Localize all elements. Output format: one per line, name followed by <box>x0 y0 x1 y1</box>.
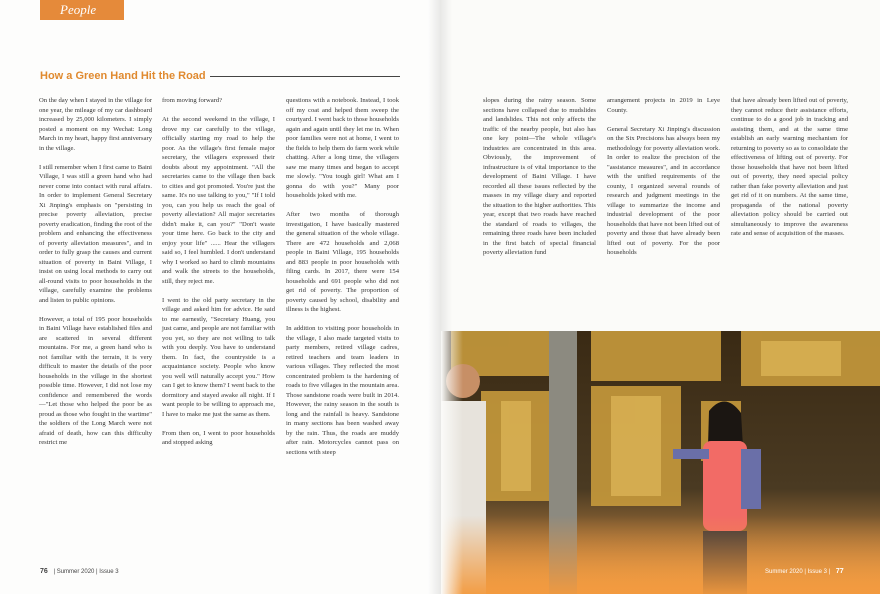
article-headline: How a Green Hand Hit the Road <box>40 70 206 82</box>
page-number-right: 77 <box>835 568 844 575</box>
paragraph: From then on, I went to poor households and stopped asking <box>162 429 275 446</box>
article-photo <box>441 331 880 594</box>
paragraph: arrangement projects in 2019 in Leye County. <box>607 97 720 114</box>
paragraph: I went to the old party secretary in the village and asked him for advice. He said to me earnestly, "Secretary Huang, you just came, and people are not familiar with you yet, so they are not willing to talk with you deeply. You have to understand them. In fact, the countryside is a acquaintance society. People who know you well will naturally accept you." How can I get to know them? I went back to the dormitory and stayed awake all night. If I want people to be willing to approach me, I have to make me just the same as them. <box>162 296 275 418</box>
paragraph: On the day when I stayed in the village for one year, the mileage of my car dashboard increased by 25,000 kilometers. I simply posted a moment on my Wechat: Long March in my heart, happy first anniversary in the village. <box>39 97 152 152</box>
issue-info-left: | Summer 2020 | Issue 3 <box>53 569 119 575</box>
paragraph: I still remember when I first came to Baini Village, I was still a green hand who had never come into contact with rural affairs. In order to implement General Secretary Xi Jinping's emphasis on "persisting in precise poverty alleviation, precise poverty eradication, finding the root of the problem and enhancing the effectiveness of poverty alleviation measures", and in order to fully grasp the causes and current situation of poverty in Baini Village, I insist on using local methods to carry out all-round visits to poor households in the village, carefully examine the problems and listen to public opinions. <box>39 163 152 304</box>
tobacco-curing-photo <box>441 331 880 594</box>
section-label: People <box>40 0 124 20</box>
folio-left <box>40 568 119 575</box>
page-number-left: 76 <box>40 568 48 575</box>
text-column-5 <box>607 96 720 267</box>
paragraph: from moving forward? <box>162 97 223 104</box>
paragraph: that have already been lifted out of poverty, they cannot reduce their assistance efforts, continue to do a good job in tracking and assisting them, and at the same time establish an early warning mechanism for returning to poverty so as to consolidate the effectiveness of lifting out of poverty. For those households that have not been lifted out of poverty, they need special policy rather than fake poverty alleviation and just get rid of it on numbers. At the same time, propaganda of the national poverty alleviation policy should be carried out simultaneously to improve the awareness rate and sense of acquisition of the masses. <box>731 97 848 237</box>
paragraph: slopes during the rainy season. Some sections have collapsed due to mudslides and landslides. This not only affects the traffic of the nearby people, but also has one key point—The whole village's industries are concentrated in this area. Obviously, the improvement of infrastructure is of vital importance to the development of Baini Village. I have recorded all these issues reflected by the masses in my village diary and reported the situation to the higher authorities. This year, except that two roads have reached the standard of roads to villages, the remaining three roads have been included in the first batch of special financial poverty alleviation fund <box>483 97 596 256</box>
paragraph: In addition to visiting poor households in the village, I also made targeted visits to party members, retired village cadres, retired teachers and team leaders in various villages. They reflected the most concentrated problem is the hardening of roads to five villages in the mountain area. Those sandstone roads were built in 2014. However, the rainy season in the south is long and the rainfall is heavy. Sandstone in many sections has been washed away by the rain. Thus, the roads are muddy after rain. Motorcycles cannot pass on sections with steep <box>286 325 399 456</box>
paragraph: However, a total of 195 poor households in Baini Village have established files and are scattered in several different mountains. For me, a green hand who is not familiar with the terrain, it is very difficult to master the details of the poor households in the village in the shortest possible time. However, I did not lose my confidence and remembered the words —"Let those who helped the poor be as proud as those who fought in the wartime" the soldiers of the Long March were not afraid of death, how can this difficulty restrict me <box>39 315 152 446</box>
issue-info-right: Summer 2020 | Issue 3 | <box>765 569 831 575</box>
text-column-2 <box>162 96 275 457</box>
headline-rule <box>210 76 400 77</box>
folio-right <box>765 568 844 575</box>
paragraph: questions with a notebook. Instead, I took off my coat and helped them sweep the courtyard. I went back to those households again and again until they let me in. When poor families were not at home, I went to the fields to help them do farm work while chatting. After a long time, the villagers saw me many times and began to accept me slowly. "You tough girl! What am I gonna do with you?" Many poor households joked with me. <box>286 97 399 199</box>
paragraph: At the second weekend in the village, I drove my car carefully to the village, officially starting my road to help the poor. As the village's first female major secretary, the villagers expressed their doubts about my appointment. "All the secretaries came to the village then back to cities and got promoted. You're just the same. It's no use talking to you," "If I told you, can you help us reach the goal of poverty alleviation? All major secretaries didn't make it, can you?" "Don't waste your time here. Go back to the city and enjoy your life" ...... Hear the villagers said so, I feel humbled. I don't understand why I worked so hard to climb mountains and walk the streets to the households, still, they reject me. <box>162 116 275 285</box>
text-column-3 <box>286 96 399 467</box>
paragraph: After two months of thorough investigation, I have basically mastered the general situation of the whole village. There are 472 households and 2,068 people in Baini Village, 195 households and 883 people in poor households with filing cards. In 2017, there were 154 households and 691 people who did not get rid of poverty. The proportion of poverty caused by school, disability and illness is the highest. <box>286 211 399 313</box>
paragraph: General Secretary Xi Jinping's discussion on the Six Precisions has always been my methodology for poverty alleviation work. In order to realize the precision of the "assistance measures", and in accordance with the unified requirements of the county, I organized several rounds of research and judgment meetings in the village to summarize the income and industrial development of the poor households that have not been lifted out of poverty and those that have already been lifted out of poverty. For the poor households <box>607 125 720 256</box>
text-column-1 <box>39 96 152 457</box>
text-column-4 <box>483 96 596 267</box>
text-column-6 <box>731 96 848 248</box>
